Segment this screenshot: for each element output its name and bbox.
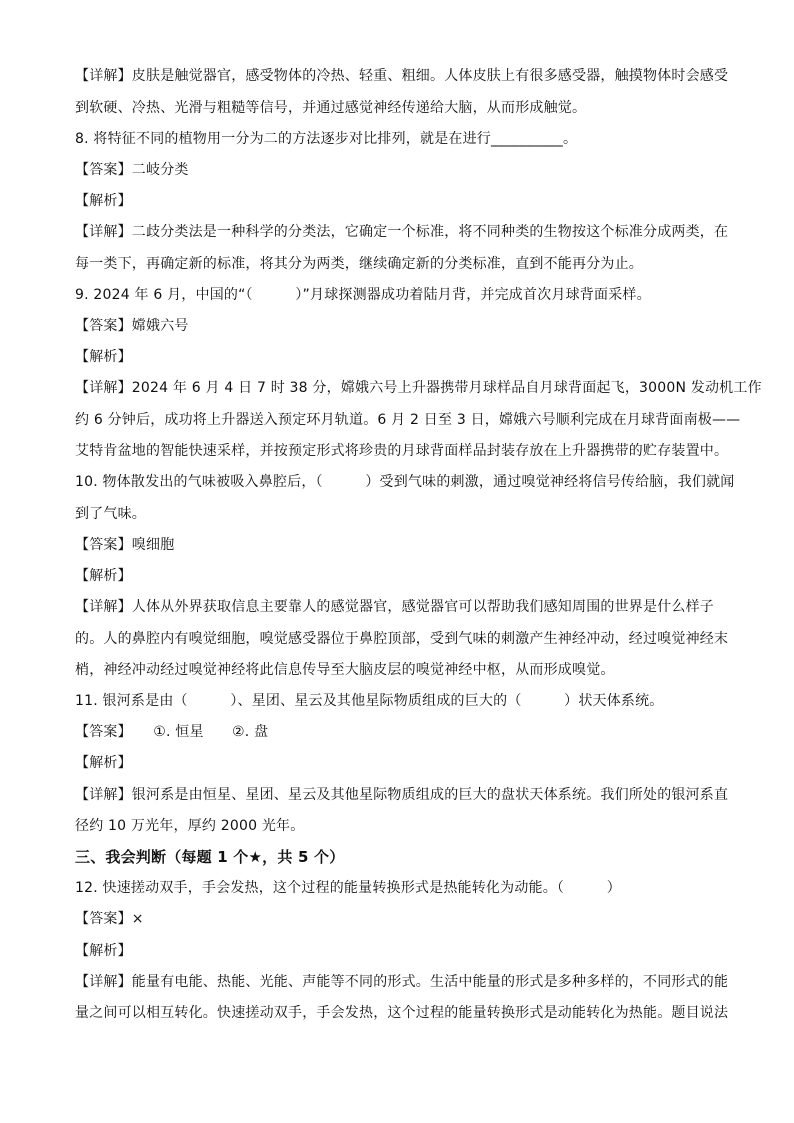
- answer-line: 【答案】嗅细胞: [75, 537, 175, 553]
- text-line: 梢，神经冲动经过嗅觉神经将此信息传导至大脑皮层的嗅觉神经中枢，从而形成嗅觉。: [75, 662, 615, 678]
- answer-line: 【答案】 ①. 恒星 ②. 盘: [75, 724, 269, 740]
- text-line: 径约 10 万光年，厚约 2000 光年。: [75, 818, 305, 834]
- text-line: 到软硬、冷热、光滑与粗糙等信号，并通过感觉神经传递给大脑，从而形成触觉。: [75, 100, 587, 116]
- text-line: 【详解】2024 年 6 月 4 日 7 时 38 分，嫦娥六号上升器携带月球样品自月球背面起飞，3000N 发动机工作: [75, 380, 762, 396]
- text-line: 【详解】人体从外界获取信息主要靠人的感觉器官，感觉器官可以帮助我们感知周围的世界是什么样子: [75, 599, 714, 615]
- question-8: 8. 将特征不同的植物用一分为二的方法逐步对比排列，就是在进行__________。: [75, 131, 578, 147]
- question-10: 10. 物体散发出的气味被吸入鼻腔后，（ ）受到气味的刺激，通过嗅觉神经将信号传给脑，我们就闻: [75, 474, 735, 490]
- text-line: 【详解】二歧分类法是一种科学的分类法，它确定一个标准，将不同种类的生物按这个标准分成两类，在: [75, 224, 729, 240]
- text-line: 【详解】银河系是由恒星、星团、星云及其他星际物质组成的巨大的盘状天体系统。我们所处的银河系直: [75, 787, 729, 803]
- text-line: 量之间可以相互转化。快速搓动双手，手会发热，这个过程的能量转换形式是动能转化为热能。题目说法: [75, 1005, 729, 1021]
- question-9: 9. 2024 年 6 月，中国的“（ ）”月球探测器成功着陆月背，并完成首次月球背面采样。: [75, 287, 651, 303]
- question-12: 12. 快速搓动双手，手会发热，这个过程的能量转换形式是热能转化为动能。（ ）: [75, 880, 621, 896]
- analysis-label: 【解析】: [75, 568, 132, 584]
- text-line: 到了气味。: [75, 506, 146, 522]
- answer-line: 【答案】二岐分类: [75, 162, 189, 178]
- text-line: 约 6 分钟后，成功将上升器送入预定环月轨道。6 月 2 日至 3 日，嫦娥六号顺利完成在月球背面南极——: [75, 412, 741, 428]
- text-line: 的。人的鼻腔内有嗅觉细胞，嗅觉感受器位于鼻腔顶部，受到气味的刺激产生神经冲动，经过嗅觉神经末: [75, 631, 729, 647]
- analysis-label: 【解析】: [75, 193, 132, 209]
- analysis-label: 【解析】: [75, 943, 132, 959]
- section-heading: 三、我会判断（每题 1 个★，共 5 个）: [75, 848, 345, 866]
- question-11: 11. 银河系是由（ ）、星团、星云及其他星际物质组成的巨大的（ ）状天体系统。: [75, 693, 664, 709]
- analysis-label: 【解析】: [75, 755, 132, 771]
- text-line: 【详解】皮肤是触觉器官，感受物体的冷热、轻重、粗细。人体皮肤上有很多感受器，触摸物体时会感受: [75, 68, 729, 84]
- text-line: 每一类下，再确定新的标准，将其分为两类，继续确定新的分类标准，直到不能再分为止。: [75, 256, 643, 272]
- answer-line: 【答案】嫦娥六号: [75, 318, 189, 334]
- text-line: 艾特肯盆地的智能快速采样，并按预定形式将珍贵的月球背面样品封装存放在上升器携带的贮存装置中。: [75, 443, 729, 459]
- analysis-label: 【解析】: [75, 349, 132, 365]
- answer-line: 【答案】×: [75, 911, 144, 927]
- text-line: 【详解】能量有电能、热能、光能、声能等不同的形式。生活中能量的形式是多种多样的，不同形式的能: [75, 974, 729, 990]
